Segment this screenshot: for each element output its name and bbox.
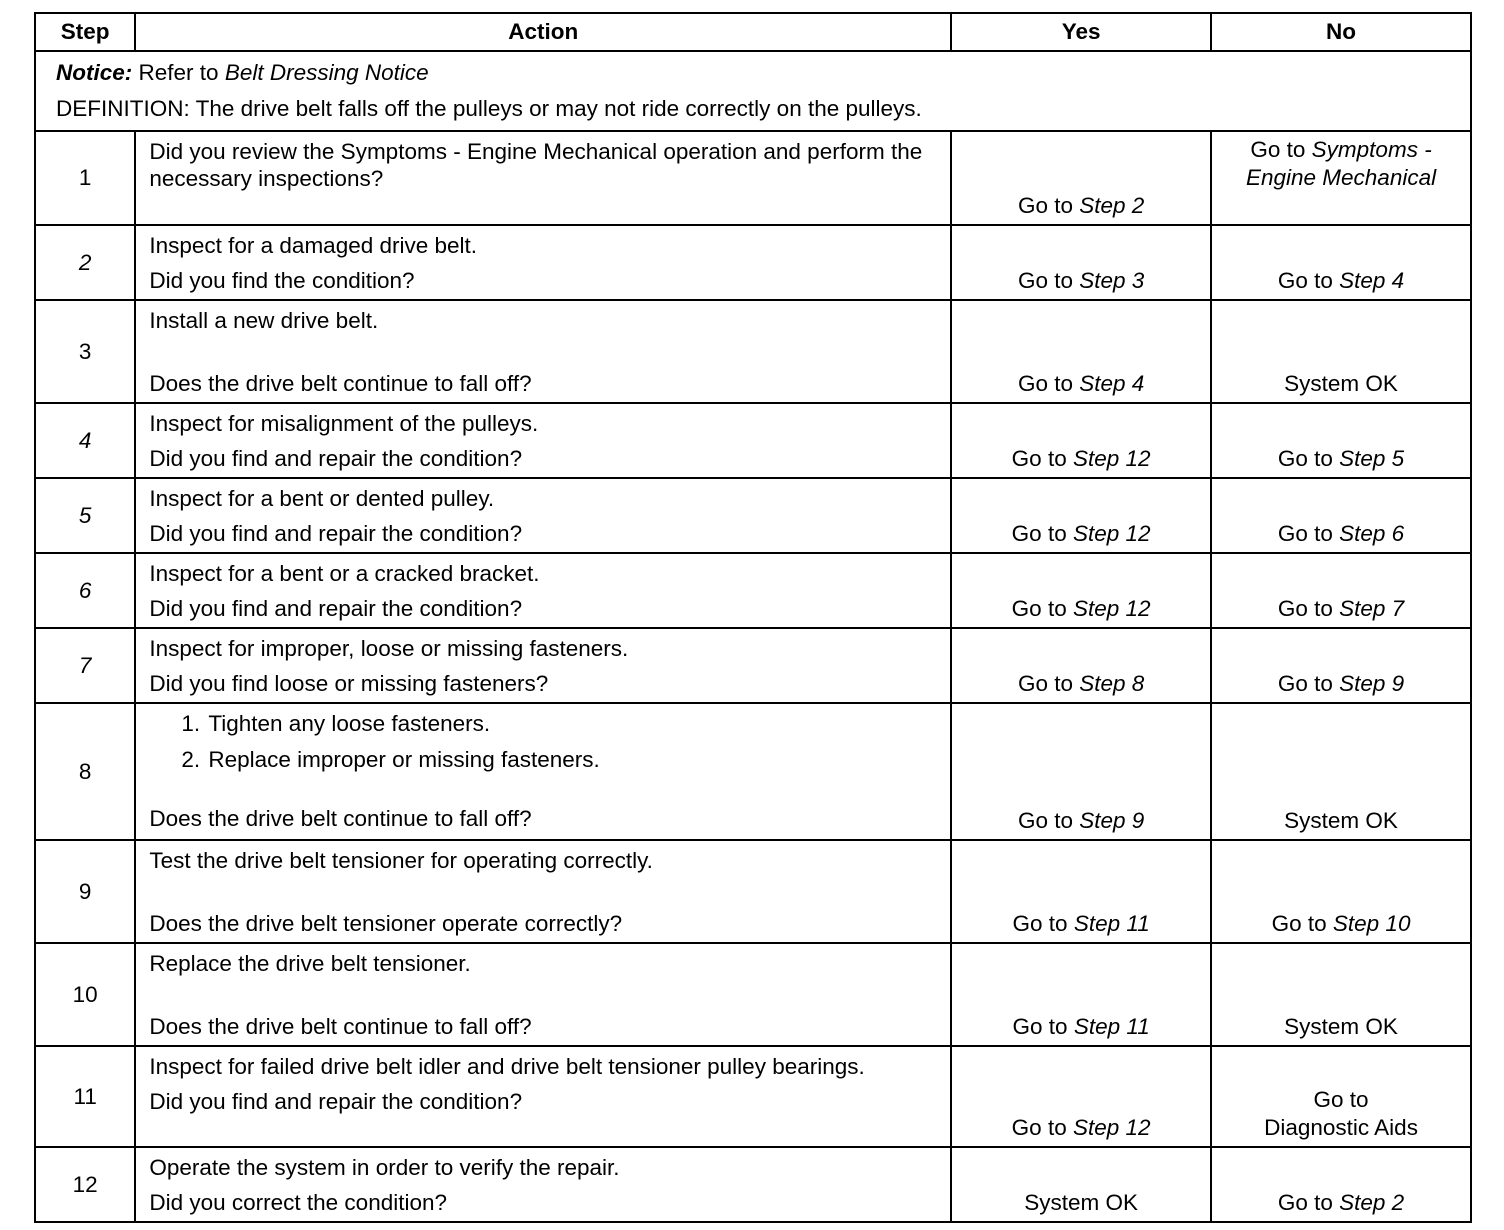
step-number: 2 — [35, 225, 135, 300]
action-text: Inspect for a damaged drive belt. — [149, 233, 478, 258]
step-ref: Step 4 — [1339, 268, 1405, 293]
header-no: No — [1211, 13, 1471, 51]
step-ref: Step 11 — [1073, 911, 1150, 936]
yes-cell — [951, 943, 1211, 1046]
goto-text: Go to — [1017, 371, 1073, 396]
action-text: Inspect for improper, loose or missing fasteners. — [149, 636, 629, 661]
action-text: Install a new drive belt. — [149, 308, 379, 333]
no-cell — [1211, 703, 1471, 840]
step-ref: Step 9 — [1339, 671, 1405, 696]
table-row — [35, 131, 1471, 225]
yes-cell — [951, 1046, 1211, 1147]
yes-cell — [951, 225, 1211, 300]
step-number: 1 — [35, 131, 135, 225]
notice-row — [35, 51, 1471, 131]
goto-text: Go to — [1012, 911, 1068, 936]
question-text: Does the drive belt continue to fall off? — [149, 371, 532, 396]
question-text: Does the drive belt continue to fall off? — [149, 806, 532, 831]
question-text: Did you find the condition? — [149, 268, 415, 293]
notice-text: Refer to — [138, 60, 219, 85]
step-ref: Step 10 — [1332, 911, 1411, 936]
step-number: 4 — [35, 403, 135, 478]
table-row — [35, 300, 1471, 403]
system-ok-text: System OK — [1284, 1014, 1398, 1039]
header-row — [35, 13, 1471, 51]
yes-cell — [951, 553, 1211, 628]
step-ref: Step 12 — [1072, 596, 1151, 621]
step-ref: Step 3 — [1079, 268, 1145, 293]
no-cell — [1211, 840, 1471, 943]
action-cell — [135, 943, 951, 1046]
list-item: 1. Tighten any loose fasteners. — [206, 706, 940, 742]
system-ok-text: System OK — [1024, 1190, 1138, 1215]
step-ref: Step 11 — [1073, 1014, 1150, 1039]
step-number: 12 — [35, 1147, 135, 1222]
step-ref: Step 12 — [1072, 1115, 1151, 1140]
goto-text: Go to — [1277, 521, 1333, 546]
no-cell — [1211, 553, 1471, 628]
question-text: Did you find loose or missing fasteners? — [149, 671, 549, 696]
action-text: Inspect for a bent or dented pulley. — [149, 486, 495, 511]
goto-text: Go to — [1017, 193, 1073, 218]
action-cell — [135, 300, 951, 403]
action-cell — [135, 628, 951, 703]
no-cell — [1211, 478, 1471, 553]
step-ref: Step 8 — [1079, 671, 1145, 696]
yes-cell — [951, 478, 1211, 553]
table-row — [35, 840, 1471, 943]
goto-text: Go to — [1250, 137, 1306, 162]
step-number: 5 — [35, 478, 135, 553]
question-text: Did you find and repair the condition? — [149, 446, 523, 471]
goto-text: Go to — [1313, 1087, 1369, 1112]
notice-label: Notice: — [56, 60, 133, 85]
no-cell — [1211, 225, 1471, 300]
table-row — [35, 478, 1471, 553]
table-row — [35, 553, 1471, 628]
no-cell — [1211, 1147, 1471, 1222]
action-cell — [135, 1147, 951, 1222]
question-text: Does the drive belt tensioner operate correctly? — [149, 911, 623, 936]
goto-text: Go to — [1277, 446, 1333, 471]
no-cell — [1211, 628, 1471, 703]
system-ok-text: System OK — [1284, 371, 1398, 396]
yes-cell — [951, 628, 1211, 703]
table-row — [35, 225, 1471, 300]
step-ref: Step 12 — [1072, 521, 1151, 546]
diagnostic-table — [34, 12, 1472, 1223]
goto-text: Go to — [1017, 671, 1073, 696]
step-ref: Step 6 — [1339, 521, 1405, 546]
no-cell — [1211, 403, 1471, 478]
diagnostic-aids-text: Diagnostic Aids — [1264, 1115, 1418, 1140]
action-cell — [135, 225, 951, 300]
action-text: Replace the drive belt tensioner. — [149, 951, 471, 976]
goto-text: Go to — [1017, 808, 1073, 833]
goto-text: Go to — [1011, 446, 1067, 471]
action-cell — [135, 403, 951, 478]
step-number: 9 — [35, 840, 135, 943]
no-cell — [1211, 1046, 1471, 1147]
action-text: Inspect for misalignment of the pulleys. — [149, 411, 539, 436]
step-number: 10 — [35, 943, 135, 1046]
goto-text: Go to — [1277, 596, 1333, 621]
action-text: Operate the system in order to verify the repair. — [149, 1155, 620, 1180]
goto-text: Go to — [1011, 1115, 1067, 1140]
table-row — [35, 403, 1471, 478]
header-yes: Yes — [951, 13, 1211, 51]
goto-text: Go to — [1277, 268, 1333, 293]
goto-text: Go to — [1277, 671, 1333, 696]
question-text: Did you find and repair the condition? — [149, 1089, 523, 1114]
yes-cell — [951, 131, 1211, 225]
action-cell — [135, 840, 951, 943]
table-row — [35, 1147, 1471, 1222]
goto-text: Go to — [1017, 268, 1073, 293]
yes-cell — [951, 703, 1211, 840]
goto-text: Go to — [1011, 596, 1067, 621]
step-ref: Engine Mechanical — [1245, 165, 1437, 190]
no-cell — [1211, 943, 1471, 1046]
action-list — [149, 706, 940, 778]
question-text: Did you correct the condition? — [149, 1190, 448, 1215]
question-text: Does the drive belt continue to fall off? — [149, 1014, 532, 1039]
goto-text: Go to — [1011, 521, 1067, 546]
table-row — [35, 628, 1471, 703]
table-row — [35, 703, 1471, 840]
step-ref: Step 2 — [1079, 193, 1145, 218]
step-ref: Step 4 — [1079, 371, 1145, 396]
header-step: Step — [35, 13, 135, 51]
notice-cell — [35, 51, 1471, 131]
step-ref: Step 12 — [1072, 446, 1151, 471]
action-cell — [135, 1046, 951, 1147]
step-ref: Step 5 — [1339, 446, 1405, 471]
notice-line — [56, 55, 1470, 91]
question-text: Did you find and repair the condition? — [149, 521, 523, 546]
table-row — [35, 943, 1471, 1046]
header-action: Action — [135, 13, 951, 51]
action-text: Test the drive belt tensioner for operating correctly. — [149, 848, 653, 873]
no-cell — [1211, 131, 1471, 225]
action-cell — [135, 553, 951, 628]
action-text: Inspect for failed drive belt idler and drive belt tensioner pulley bearings. — [149, 1054, 865, 1079]
system-ok-text: System OK — [1284, 808, 1398, 833]
step-number: 3 — [35, 300, 135, 403]
step-ref: Step 9 — [1079, 808, 1145, 833]
step-number: 6 — [35, 553, 135, 628]
action-text: Inspect for a bent or a cracked bracket. — [149, 561, 540, 586]
yes-cell — [951, 300, 1211, 403]
action-cell — [135, 478, 951, 553]
goto-text: Go to — [1012, 1014, 1068, 1039]
action-text: Did you review the Symptoms - Engine Mechanical operation and perform the necessary inspections? — [149, 139, 923, 191]
goto-text: Go to — [1277, 1190, 1333, 1215]
step-ref: Step 2 — [1339, 1190, 1405, 1215]
step-number: 11 — [35, 1046, 135, 1147]
goto-text: Go to — [1271, 911, 1327, 936]
yes-cell — [951, 403, 1211, 478]
no-cell — [1211, 300, 1471, 403]
action-cell — [135, 131, 951, 225]
list-item: 2. Replace improper or missing fasteners. — [206, 742, 940, 778]
action-cell — [135, 703, 951, 840]
yes-cell — [951, 840, 1211, 943]
step-ref: Symptoms - — [1311, 137, 1432, 162]
definition-line: DEFINITION: The drive belt falls off the pulleys or may not ride correctly on the pulleys. — [56, 96, 922, 121]
table-row — [35, 1046, 1471, 1147]
step-number: 8 — [35, 703, 135, 840]
question-text: Did you find and repair the condition? — [149, 596, 523, 621]
step-number: 7 — [35, 628, 135, 703]
step-ref: Step 7 — [1339, 596, 1405, 621]
yes-cell — [951, 1147, 1211, 1222]
notice-ref: Belt Dressing Notice — [224, 60, 429, 85]
